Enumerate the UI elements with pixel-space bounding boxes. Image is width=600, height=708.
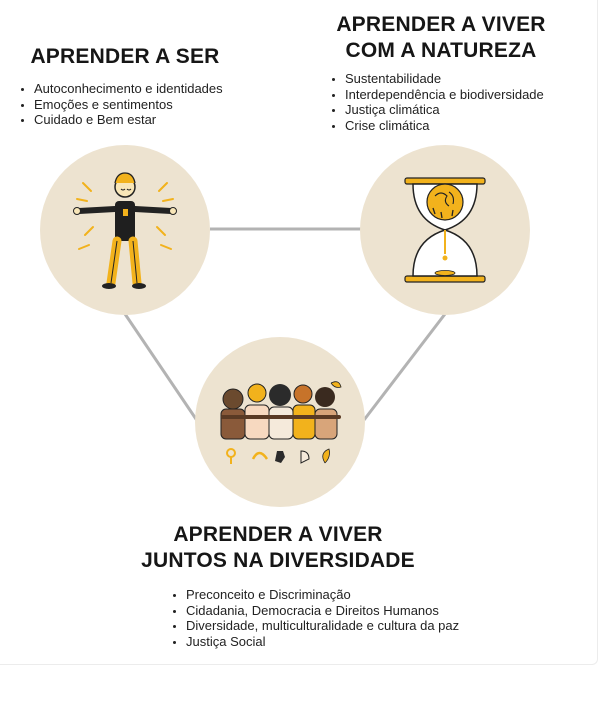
diverse-group-hugging-icon [215,377,345,467]
list-item: • Cuidado e Bem estar [34,112,294,128]
hourglass-earth-icon [395,170,495,290]
list-item: • Preconceito e Discriminação [186,587,546,603]
list-item: • Justiça climática [345,102,600,118]
list-item: • Diversidade, multiculturalidade e cultura da paz [186,618,546,634]
list-item: • Sustentabilidade [345,71,600,87]
connector-natureza-diversidade [364,314,445,420]
list-item: • Interdependência e biodiversidade [345,87,600,103]
list-aprender-diversidade [172,587,546,649]
list-aprender-a-ser [20,81,294,128]
list-item: • Crise climática [345,118,600,134]
list-aprender-natureza [331,71,600,133]
list-item: • Cidadania, Democracia e Direitos Humanos [186,603,546,619]
list-item: • Emoções e sentimentos [34,97,294,113]
title-aprender-natureza: APRENDER A VIVER COM A NATUREZA [336,13,546,62]
list-item: • Autoconhecimento e identidades [34,81,294,97]
circle-aprender-a-ser [40,145,210,315]
connector-ser-diversidade [125,314,198,422]
person-arms-open-icon [65,165,185,295]
circle-aprender-natureza [360,145,530,315]
list-item: • Justiça Social [186,634,546,650]
title-aprender-diversidade: APRENDER A VIVER JUNTOS NA DIVERSIDADE [141,523,415,572]
circle-aprender-diversidade [195,337,365,507]
title-aprender-a-ser: APRENDER A SER [30,45,220,68]
